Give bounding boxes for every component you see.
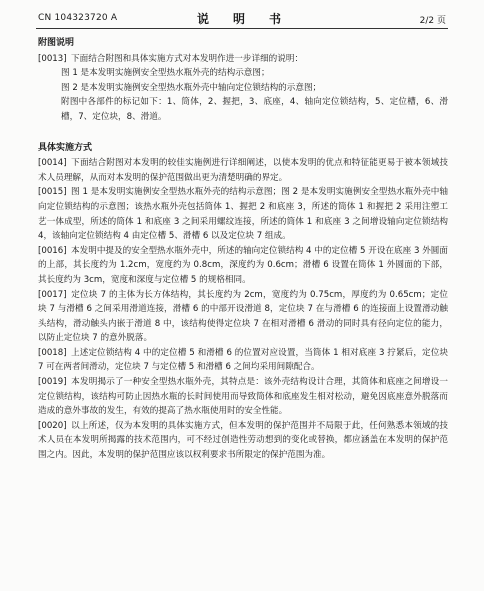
paragraph-0020 [38,419,448,463]
paragraph-0015 [38,185,448,243]
paragraph-0014 [38,156,448,185]
paragraph-0017 [38,288,448,346]
paragraph-code: [0018] [38,347,67,358]
paragraph-code: [0015] [38,187,67,198]
paragraph-0018 [38,346,448,375]
section-gap [38,125,448,141]
header-divider [36,28,448,29]
paragraph-text: 图 1 是本发明实施例安全型热水瓶外壳的结构示意图；图 2 是本发明实施例安全型热水瓶外壳中轴向定位锁结构的示意图；该热水瓶外壳包括筒体 1、握把 2 和底座 3，所述的筒体 1 和握把 2 采用注塑工艺一体成型，所述的筒体 1 和底座 3 之间采用螺纹连接，所述的筒体 1 和底座 3 之间增设轴向定位锁结构 4，该轴向定位锁结构 4 由定位槽 5、滑槽 6 以及定位块 7 组成。 [38,187,448,242]
section-title: 说 明 书 [196,12,287,26]
paragraph-0016 [38,244,448,288]
document-body [38,36,448,463]
paragraph-0013 [38,52,448,67]
paragraph-code: [0017] [38,289,67,300]
paragraph-code: [0016] [38,245,67,256]
paragraph-code: [0013] [38,53,67,64]
figure-2-caption: 图 2 是本发明实施例安全型热水瓶外壳中轴向定位锁结构的示意图； [61,82,322,93]
figure-description-heading: 附图说明 [38,38,75,48]
paragraph-text: 定位块 7 的主体为长方体结构，其长度约为 2cm，宽度约为 0.75cm，厚度约为 0.65cm；定位块 7 与滑槽 6 之间采用滑道连接，滑槽 6 的中部开设滑道 8，定位块 7 在与滑槽 6 的连接面上设置滑动触头结构，滑动触头内嵌于滑道 8 中，该结构使得定位块 7 在相对滑槽 6 滑动的同时具有径向定位的能力，以防止定位块 7 的意外脱落。 [38,289,448,344]
publication-number: CN 104323720 A [38,13,118,23]
paragraph-text: 下面结合附图和具体实施方式对本发明作进一步详细的说明： [71,53,304,64]
paragraph-code: [0020] [38,420,67,431]
paragraph-text: 上述定位锁结构 4 中的定位槽 5 和滑槽 6 的位置对应设置，当筒体 1 相对底座 3 拧紧后，定位块 7 可在两者间滑动，定位块 7 与定位槽 5 和滑槽 6 之间均采用间隙配合。 [38,347,448,373]
figure-1-caption: 图 1 是本发明实施例安全型热水瓶外壳的结构示意图； [61,68,270,79]
paragraph-text: 以上所述，仅为本发明的具体实施方式，但本发明的保护范围并不局限于此，任何熟悉本领域的技术人员在本发明所揭露的技术范围内，可不经过创造性劳动想到的变化或替换，都应涵盖在本发明的保护范围之内。因此，本发明的保护范围应该以权利要求书所限定的保护范围为准。 [38,420,448,461]
paragraph-text: 本发明中提及的安全型热水瓶外壳中，所述的轴向定位锁结构 4 中的定位槽 5 开设在底座 3 外圆面的上部，其长度约为 1.2cm，宽度约为 0.8cm，深度约为 0.6cm；滑槽 6 设置在筒体 1 外圆面的下部，其长度约为 3cm，宽度和深度与定位槽 5 的规格相同。 [38,245,448,285]
paragraph-text: 本发明揭示了一种安全型热水瓶外壳，其特点是：该外壳结构设计合理，其筒体和底座之间增设一定位锁结构，该结构可防止因热水瓶的长时间使用而导致筒体和底座发生相对松动，避免因底座意外脱落而造成的意外事故的发生，有效的提高了热水瓶使用时的安全性能。 [38,377,448,417]
part-labels: 附图中各部件的标记如下：1、筒体，2、握把，3、底座，4、轴向定位锁结构，5、定位槽，6、滑槽，7、定位块，8、滑道。 [61,97,448,122]
paragraph-code: [0014] [38,158,67,169]
embodiment-heading: 具体实施方式 [38,142,93,153]
paragraph-0019 [38,375,448,419]
paragraph-text: 下面结合附图对本发明的较佳实施例进行详细阐述，以使本发明的优点和特征能更易于被本领域技术人员理解，从而对本发明的保护范围做出更为清楚明确的界定。 [38,158,448,183]
paragraph-code: [0019] [38,377,67,388]
page-number: 2/2 页 [419,16,446,26]
